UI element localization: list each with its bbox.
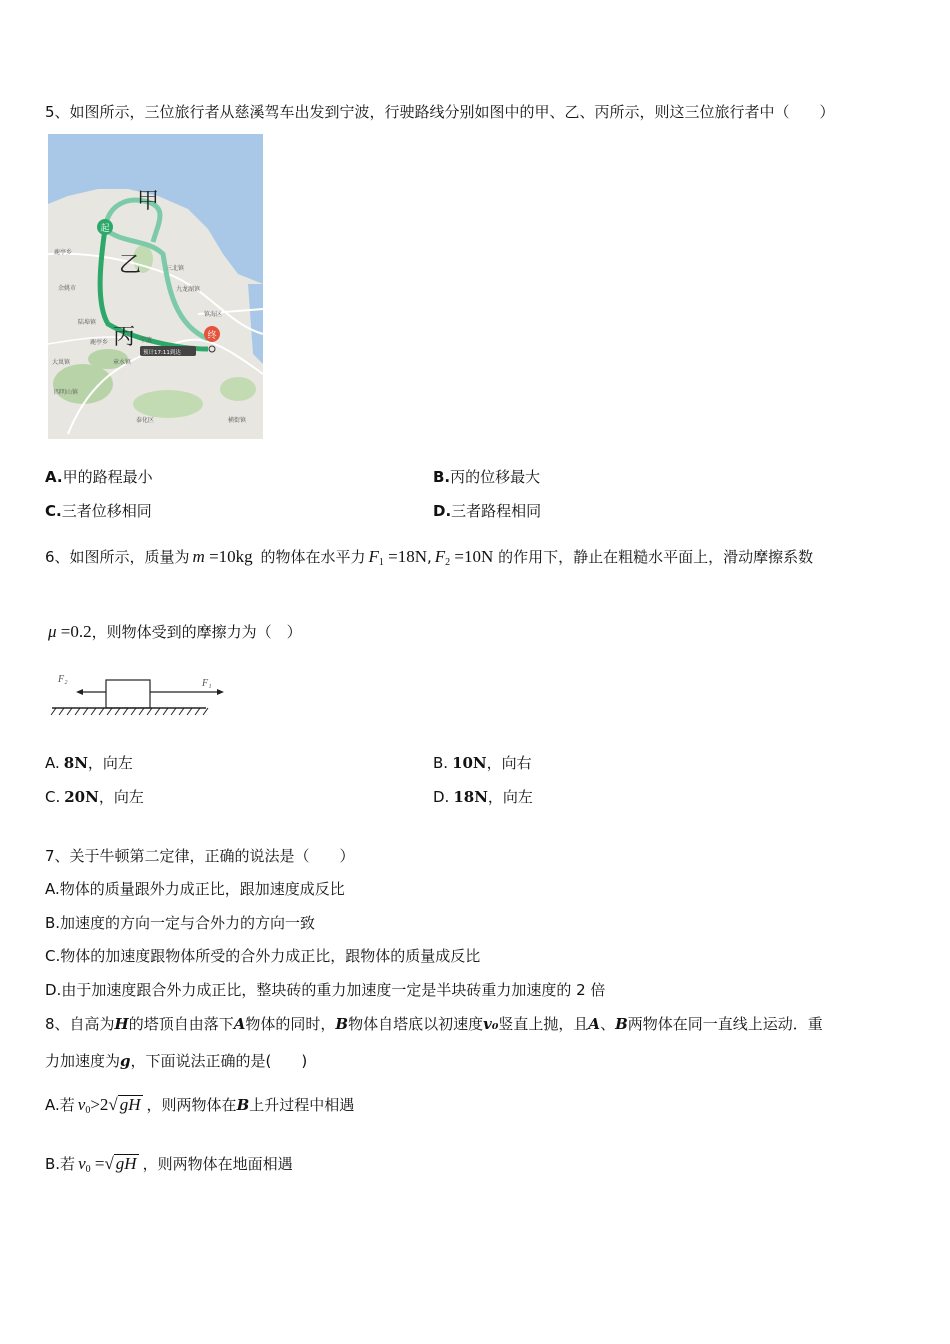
q5-option-b: B.丙的位移最大 — [433, 468, 541, 486]
svg-text:陆埠镇: 陆埠镇 — [78, 319, 97, 326]
svg-text:终: 终 — [207, 331, 217, 341]
label-f2: F₂ — [58, 674, 68, 685]
q6-stem-line1: 6、如图所示，质量为 m =10kg 的物体在水平力 $F_1 =18N$, $F_2 =10N$ 的作用下，静止在粗糙水平面上，滑动摩擦系数 — [45, 547, 814, 568]
svg-text:三北镇: 三北镇 — [166, 265, 185, 272]
q8-stem-line1: 8、自高为H的塔顶自由落下A物体的同时，B物体自塔底以初速度v₀竖直上抛，且A、B两物体在同一直线上运动．重 — [45, 1015, 823, 1033]
svg-text:九龙湖镇: 九龙湖镇 — [176, 286, 201, 293]
q7-option-a: A.物体的质量跟外力成正比，跟加速度成反比 — [45, 880, 345, 898]
q6-option-b: B. 10N，向右 — [433, 754, 532, 772]
q6-option-a: A. 8N，向左 — [45, 754, 133, 772]
svg-text:起: 起 — [100, 224, 110, 234]
q6-option-c: C. 20N，向左 — [45, 788, 144, 806]
q7-option-c: C.物体的加速度跟物体所受的合外力成正比，跟物体的质量成反比 — [45, 947, 481, 965]
svg-text:镇海区: 镇海区 — [204, 311, 223, 318]
force-diagram — [50, 668, 210, 720]
svg-text:鹿亭乡: 鹿亭乡 — [54, 249, 73, 256]
block — [106, 680, 150, 708]
svg-text:大岚镇: 大岚镇 — [52, 359, 71, 366]
q8-option-a: A.若 $v_0>2√$ gH ，则两物体在B上升过程中相遇 — [45, 1095, 355, 1116]
q7-option-d: D.由于加速度跟合外力成正比，整块砖的重力加速度一定是半块砖重力加速度的 2 倍 — [45, 981, 606, 999]
svg-text:宁波: 宁波 — [140, 337, 153, 344]
svg-text:鹿亭乡: 鹿亭乡 — [90, 339, 109, 346]
q6-option-d: D. 18N，向左 — [433, 788, 533, 806]
svg-text:横街镇: 横街镇 — [228, 417, 247, 424]
route-label-bing: 丙 — [112, 325, 136, 350]
q7-option-b: B.加速度的方向一定与合外力的方向一致 — [45, 914, 316, 932]
q8-option-b: B.若 $v_0$ =√ gH ，则两物体在地面相遇 — [45, 1154, 293, 1175]
q8-stem-line2: 力加速度为g，下面说法正确的是( ) — [45, 1052, 308, 1070]
q5-stem: 5、如图所示，三位旅行者从慈溪驾车出发到宁波，行驶路线分别如图中的甲、乙、丙所示，则这三位旅行者中（ ） — [45, 103, 835, 121]
q5-option-a: A.甲的路程最小 — [45, 468, 153, 486]
q7-stem: 7、关于牛顿第二定律，正确的说法是（ ） — [45, 847, 355, 865]
q5-option-d: D.三者路程相同 — [433, 502, 542, 520]
svg-text:章水镇: 章水镇 — [113, 359, 132, 366]
route-map-image — [48, 134, 263, 439]
q6-stem-line2: μ =0.2，则物体受到的摩擦力为（ ） — [48, 622, 302, 641]
route-label-yi: 乙 — [118, 253, 142, 278]
route-label-jia: 甲 — [136, 189, 160, 214]
q5-option-c: C.三者位移相同 — [45, 502, 152, 520]
svg-text:预计17:11到达: 预计17:11到达 — [143, 350, 181, 356]
svg-text:泰化区: 泰化区 — [136, 417, 155, 424]
svg-text:余姚市: 余姚市 — [58, 285, 77, 292]
label-f1: F₁ — [202, 678, 212, 689]
svg-text:四明山镇: 四明山镇 — [54, 389, 79, 396]
